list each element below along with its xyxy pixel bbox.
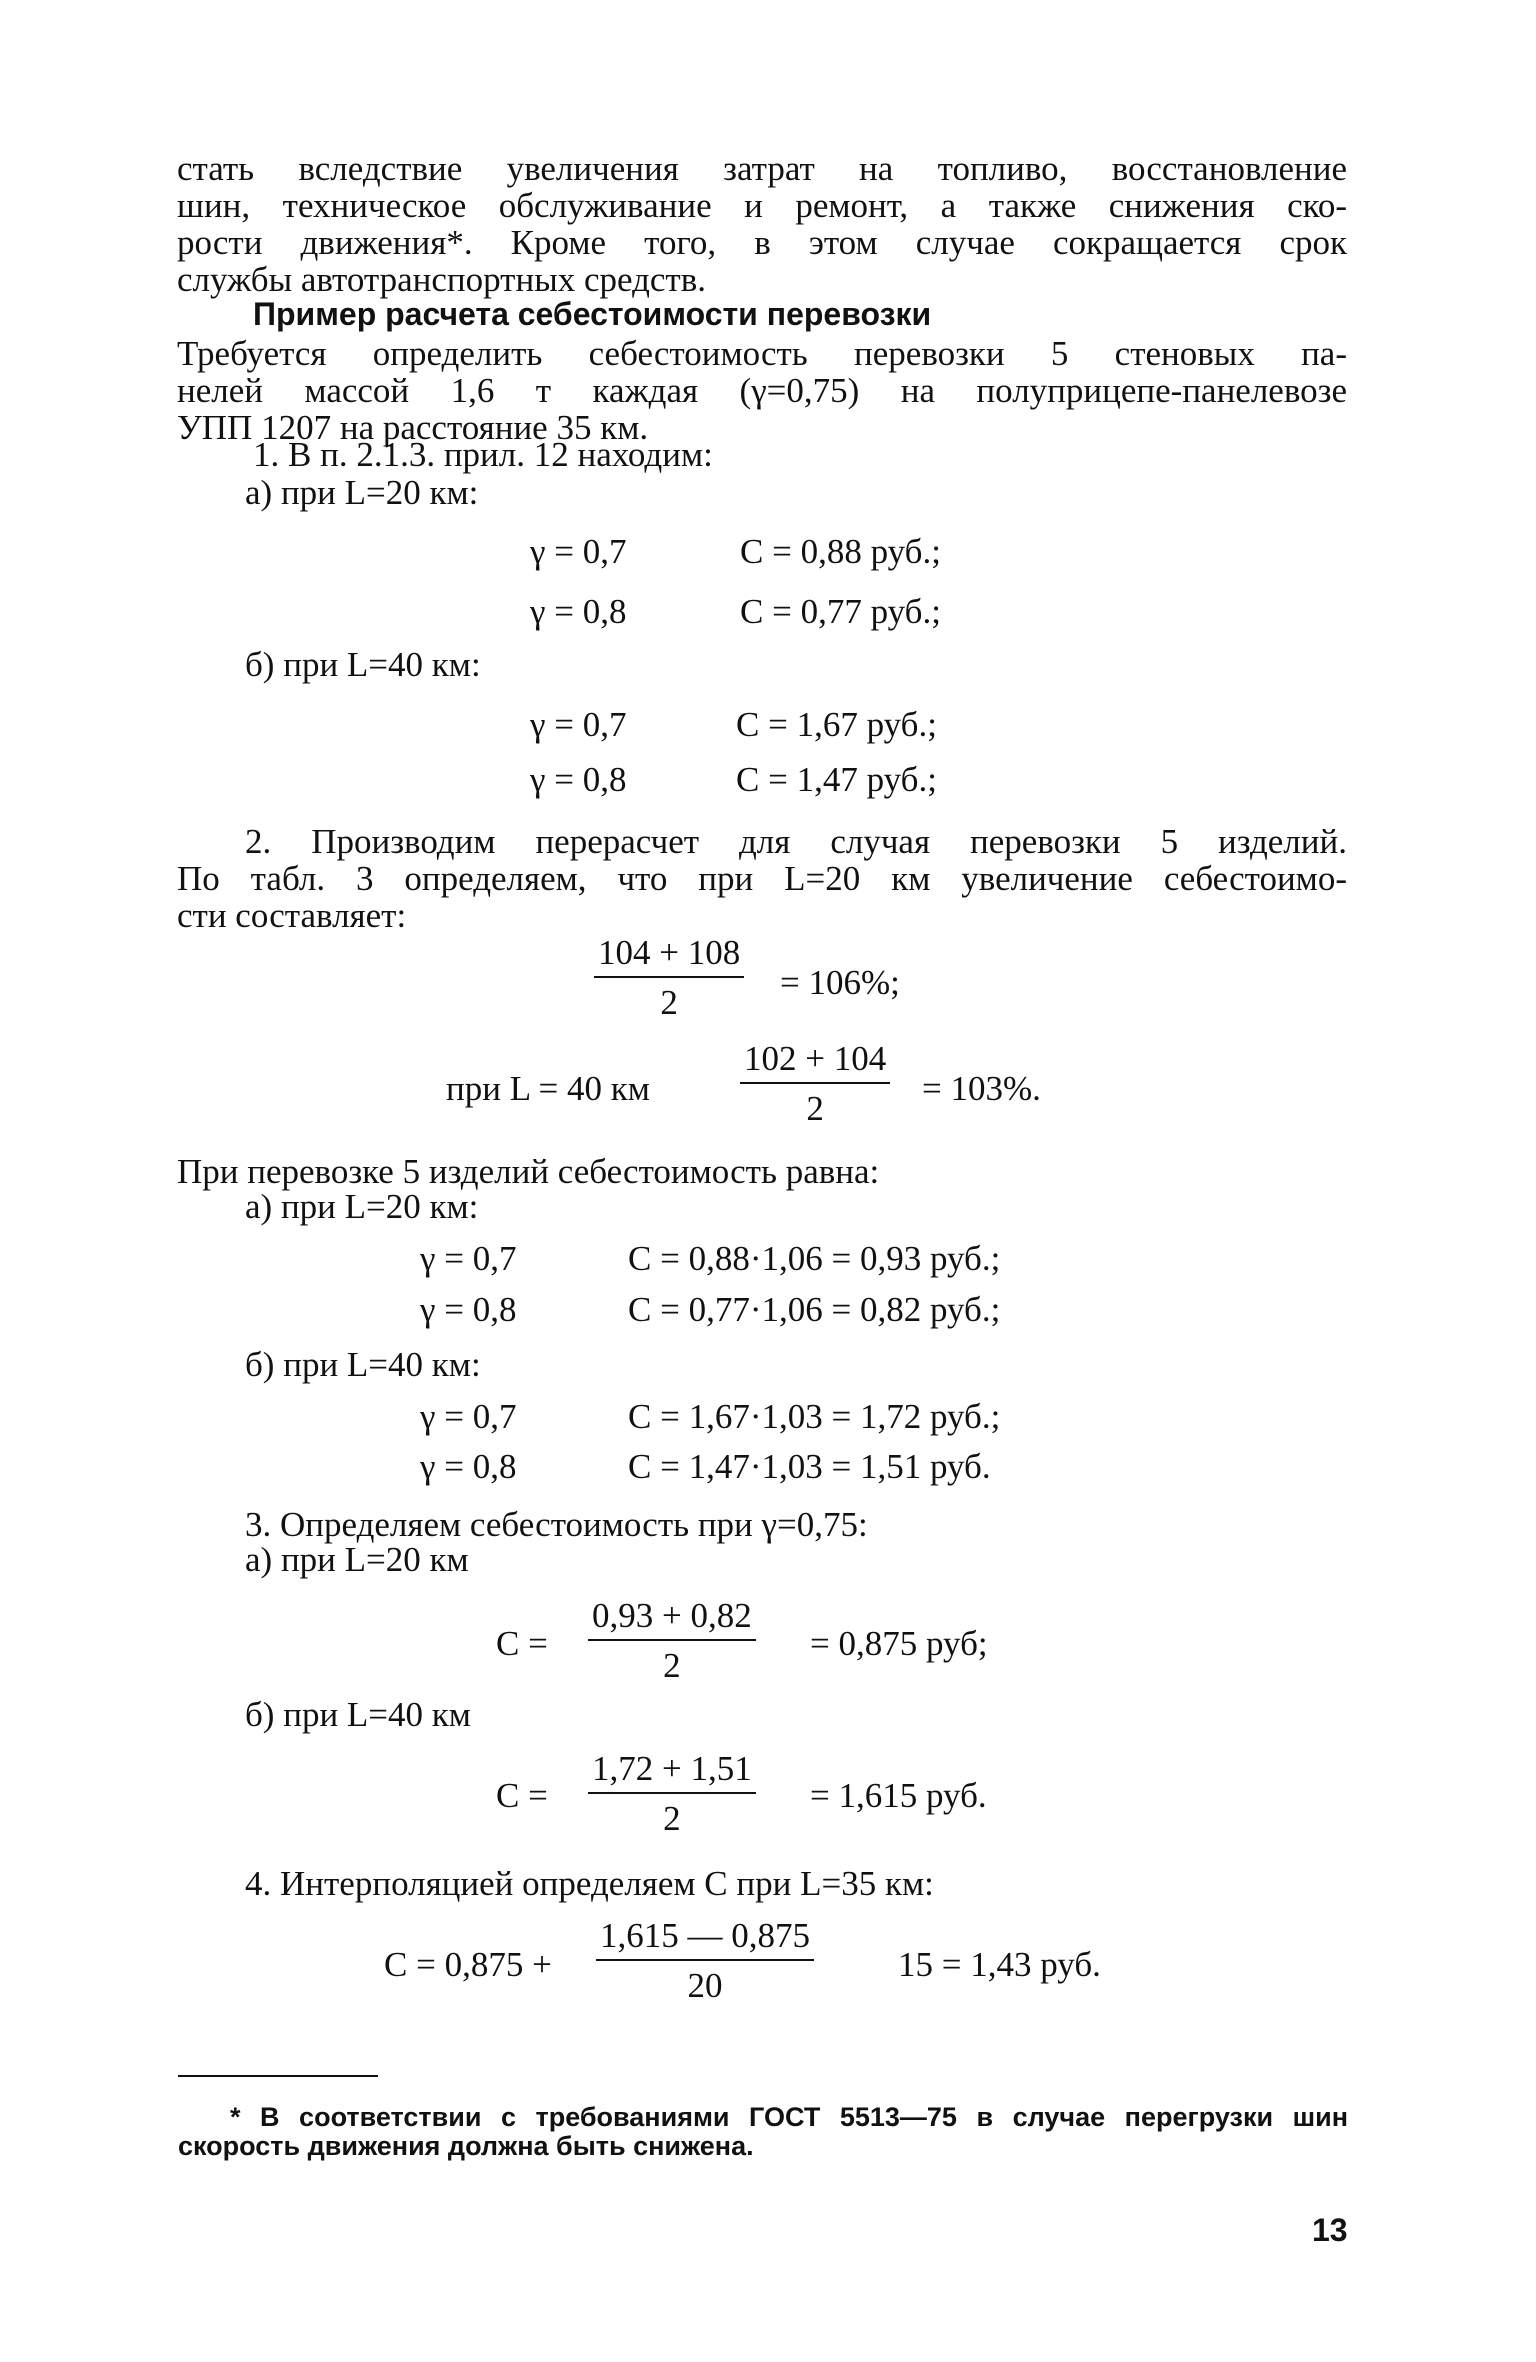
case-a-2: а) при L=20 км: — [245, 1187, 479, 1226]
gamma-value: γ = 0,7 — [420, 1397, 517, 1436]
fraction-4: $\frac{1,72 + 1,51}{2}$ — [588, 1750, 756, 1837]
paragraph-2: Требуется определить себестоимость перевозки 5 стеновых па- нелей массой 1,6 т каждая (γ=0,75) на полуприцепе-панелевозе УПП 1207 на расстояние 35 км. — [177, 334, 1347, 447]
cost-value: C = 0,88 руб.; — [740, 532, 941, 571]
paragraph-4: При перевозке 5 изделий себестоимость равна: — [177, 1152, 880, 1191]
case-b-2: б) при L=40 км: — [245, 1345, 481, 1384]
formula-3-prefix: C = — [496, 1624, 548, 1663]
gamma-value: γ = 0,8 — [530, 760, 627, 799]
step-4-text: 4. Интерполяцией определяем C при L=35 км: — [245, 1864, 934, 1903]
page-number: 13 — [1312, 2212, 1348, 2248]
cost-value: C = 1,67 руб.; — [736, 705, 937, 744]
step-3-text: 3. Определяем себестоимость при γ=0,75: — [245, 1505, 868, 1544]
formula-2-prefix: при L = 40 км — [446, 1069, 650, 1108]
cost-calc: C = 0,88·1,06 = 0,93 руб.; — [628, 1239, 1001, 1278]
formula-4-prefix: C = — [496, 1776, 548, 1815]
step-1-text: 1. В п. 2.1.3. прил. 12 находим: — [253, 435, 713, 474]
paragraph-1: стать вследствие увеличения затрат на топливо, восстановление шин, техническое обслуживание и ремонт, а также снижения ско- рости движения*. Кроме того, в этом случае сокращается срок службы автотранспортных средств. — [177, 149, 1347, 299]
case-b-1: б) при L=40 км: — [245, 645, 481, 684]
gamma-value: γ = 0,8 — [530, 592, 627, 631]
cost-value: C = 0,77 руб.; — [740, 592, 941, 631]
gamma-value: γ = 0,8 — [420, 1447, 517, 1486]
gamma-value: γ = 0,7 — [420, 1239, 517, 1278]
result-2: = 103%. — [922, 1069, 1041, 1108]
footnote: * В соответствии с требованиями ГОСТ 5513—75 в случае перегрузки шин скорость движения должна быть снижена. — [178, 2102, 1348, 2161]
cost-calc: C = 1,67·1,03 = 1,72 руб.; — [628, 1397, 1001, 1436]
result-4: = 1,615 руб. — [810, 1776, 987, 1815]
cost-calc: C = 0,77·1,06 = 0,82 руб.; — [628, 1290, 1001, 1329]
fraction-1: $\frac{104 + 108}{2}$ — [594, 934, 744, 1021]
section-heading: Пример расчета себестоимости перевозки — [253, 296, 932, 332]
gamma-value: γ = 0,8 — [420, 1290, 517, 1329]
result-5: 15 = 1,43 руб. — [898, 1945, 1101, 1984]
footnote-divider — [178, 2075, 378, 2077]
fraction-5: $\frac{1,615 — 0,875}{20}$ — [596, 1917, 814, 2004]
cost-value: C = 1,47 руб.; — [736, 760, 937, 799]
gamma-value: γ = 0,7 — [530, 705, 627, 744]
formula-5-prefix: C = 0,875 + — [384, 1945, 552, 1984]
result-1: = 106%; — [780, 963, 900, 1002]
cost-calc: C = 1,47·1,03 = 1,51 руб. — [628, 1447, 991, 1486]
fraction-3: $\frac{0,93 + 0,82}{2}$ — [588, 1597, 756, 1684]
paragraph-3: 2. Производим перерасчет для случая перевозки 5 изделий. По табл. 3 определяем, что при L=20 км увеличение себестоимо- сти составляет: — [177, 822, 1347, 935]
gamma-value: γ = 0,7 — [530, 532, 627, 571]
case-a-1: а) при L=20 км: — [245, 473, 479, 512]
result-3: = 0,875 руб; — [810, 1624, 988, 1663]
fraction-2: $\frac{102 + 104}{2}$ — [740, 1040, 890, 1127]
case-a-3: а) при L=20 км — [245, 1540, 469, 1579]
case-b-3: б) при L=40 км — [245, 1695, 471, 1734]
